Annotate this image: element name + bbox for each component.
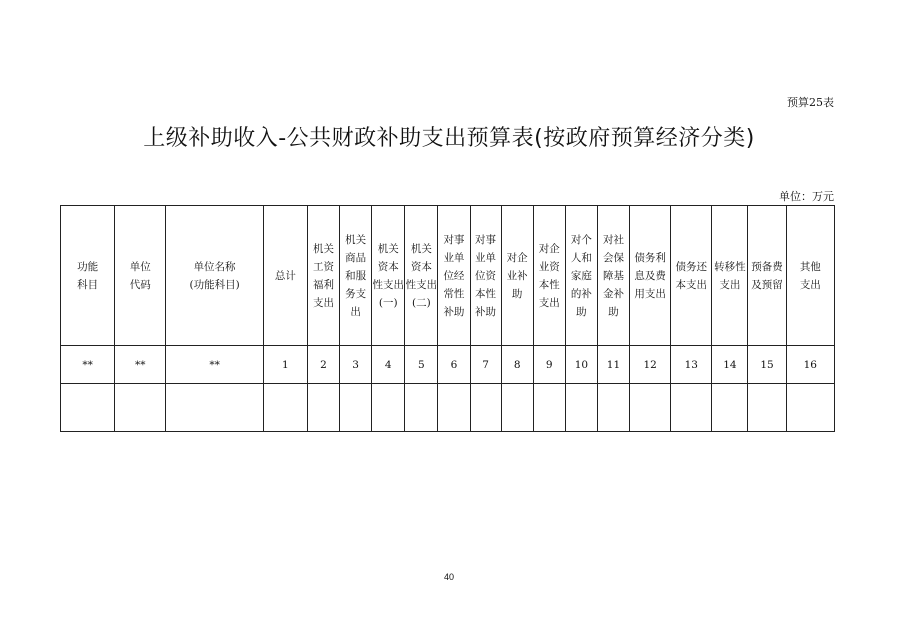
column-header-line: 业补 [506, 269, 528, 282]
column-header-label [130, 258, 151, 294]
unit-label: 单位：万元 [779, 190, 834, 203]
column-header-line: 金补 [602, 287, 624, 300]
column-header-line: 债务利 [634, 251, 666, 264]
column-header-line: 机关 [410, 242, 432, 255]
table-cell [263, 384, 307, 432]
column-header-line: 本支出 [675, 278, 708, 291]
table-cell [786, 384, 834, 432]
column-header-line: 本性 [538, 278, 560, 291]
column-code-cell: 5 [405, 346, 438, 384]
column-header-line: 福利 [312, 278, 334, 291]
column-header [307, 206, 339, 346]
column-header-label [313, 240, 334, 312]
column-header-label [676, 258, 708, 294]
column-header-line: 对企 [506, 251, 528, 264]
column-header-label [372, 240, 404, 312]
column-header [597, 206, 629, 346]
column-header-line: 业资 [538, 260, 560, 273]
column-header-line: 工资 [312, 260, 334, 273]
column-header [786, 206, 834, 346]
column-header-line: 和服 [345, 269, 367, 282]
column-header-label [800, 258, 821, 294]
column-header-line: 科目 [77, 278, 99, 291]
column-header-label [571, 231, 592, 321]
column-header-line: 支出 [312, 296, 334, 309]
column-header-line: 会保 [602, 251, 624, 264]
column-header-line: 预备费 [751, 260, 783, 273]
column-header-line: 出 [350, 305, 361, 318]
column-code-row [61, 346, 835, 384]
table-number: 预算25表 [787, 96, 834, 109]
column-header-label [714, 258, 746, 294]
column-code-cell: 1 [263, 346, 307, 384]
column-header-line: (一) [378, 296, 398, 309]
column-code-cell: 16 [786, 346, 834, 384]
column-header [533, 206, 565, 346]
column-header-line: 务支 [345, 287, 367, 300]
column-header-line: 对事 [475, 233, 497, 246]
table-cell [372, 384, 405, 432]
column-header-line: 补助 [475, 305, 497, 318]
column-header-line: 业单 [475, 251, 497, 264]
column-header-label [634, 249, 666, 303]
column-header-line: 支出 [538, 296, 560, 309]
table-cell [405, 384, 438, 432]
column-header-label [77, 258, 98, 294]
column-code-cell: 10 [565, 346, 597, 384]
column-code-cell: 7 [470, 346, 501, 384]
column-header-line: 补助 [443, 305, 465, 318]
column-header [470, 206, 501, 346]
column-header-label [475, 231, 496, 321]
column-header-line: 总计 [274, 269, 296, 282]
column-code-cell: 4 [372, 346, 405, 384]
budget-table [60, 205, 835, 432]
table-cell [166, 384, 263, 432]
column-code-cell: 3 [340, 346, 372, 384]
column-header-line: 助 [511, 287, 523, 300]
column-header-line: 人和 [570, 251, 592, 264]
column-header [438, 206, 470, 346]
table-cell [597, 384, 629, 432]
column-code-cell: 8 [501, 346, 533, 384]
column-header [263, 206, 307, 346]
column-code-cell: 11 [597, 346, 629, 384]
column-header [748, 206, 786, 346]
column-header-line: 对社 [602, 233, 624, 246]
page-number: 40 [443, 572, 454, 582]
table-cell [470, 384, 501, 432]
column-code-cell: ** [166, 346, 263, 384]
column-code-cell: 9 [533, 346, 565, 384]
table-cell [671, 384, 712, 432]
column-header-line: 性支出 [372, 278, 404, 291]
table-cell [340, 384, 372, 432]
table-cell [438, 384, 470, 432]
column-header-line: 代码 [129, 278, 151, 291]
column-header [501, 206, 533, 346]
column-header-line: (功能科目) [189, 278, 240, 291]
column-header-label [406, 240, 438, 312]
column-header [61, 206, 115, 346]
column-header [372, 206, 405, 346]
column-code-cell: 6 [438, 346, 470, 384]
column-header-label [345, 231, 366, 321]
column-header-line: 资本 [377, 260, 399, 273]
column-header-label [751, 258, 783, 294]
table-cell [533, 384, 565, 432]
column-header-line: 支出 [719, 278, 741, 291]
table-cell [748, 384, 786, 432]
column-header-line: 转移性 [714, 260, 746, 273]
column-header-line: 业单 [443, 251, 465, 264]
column-header [630, 206, 671, 346]
column-header-line: 机关 [345, 233, 367, 246]
table-cell [115, 384, 166, 432]
table-row [61, 384, 835, 432]
column-header-line: 助 [576, 305, 587, 318]
column-header-line: 商品 [345, 251, 367, 264]
column-code-cell: ** [115, 346, 166, 384]
column-header-line: 对企 [538, 242, 560, 255]
table-cell [501, 384, 533, 432]
column-header-line: 性支出 [405, 278, 438, 291]
column-header-line: 的补 [570, 287, 592, 300]
column-header [565, 206, 597, 346]
column-header-label [539, 240, 560, 312]
column-header-line: 息及费 [634, 269, 666, 282]
column-header-line: 家庭 [570, 269, 592, 282]
column-header-line: 位经 [443, 269, 465, 282]
column-header-label [443, 231, 464, 321]
column-header-label [189, 258, 239, 294]
column-header-line: 单位 [129, 260, 151, 273]
column-header-label [507, 249, 528, 303]
column-code-cell: 14 [712, 346, 748, 384]
table-cell [565, 384, 597, 432]
column-code-cell: 13 [671, 346, 712, 384]
column-header [671, 206, 712, 346]
column-header-line: 本性 [475, 287, 497, 300]
column-header-line: 机关 [312, 242, 334, 255]
column-header-label [275, 267, 296, 285]
column-header-line: 障基 [602, 269, 624, 282]
column-header-line: 用支出 [634, 287, 666, 300]
table-cell [307, 384, 339, 432]
page-title: 上级补助收入-公共财政补助支出预算表(按政府预算经济分类) [143, 126, 755, 151]
column-header [340, 206, 372, 346]
column-header-label [603, 231, 624, 321]
column-header-line: 机关 [377, 242, 399, 255]
table-cell [630, 384, 671, 432]
column-header-line: 及预留 [751, 278, 783, 291]
column-header-line: 助 [608, 305, 619, 318]
column-header-line: 常性 [443, 287, 465, 300]
column-header [166, 206, 263, 346]
column-header [115, 206, 166, 346]
column-header-line: 对个 [570, 233, 592, 246]
column-header-line: (二) [411, 296, 431, 309]
column-header-line: 债务还 [675, 260, 708, 273]
column-header [712, 206, 748, 346]
column-header-line: 单位名称 [193, 260, 236, 273]
table-cell [712, 384, 748, 432]
column-code-cell: ** [61, 346, 115, 384]
column-header-line: 支出 [799, 278, 821, 291]
column-header-line: 功能 [77, 260, 99, 273]
table-cell [61, 384, 115, 432]
column-code-cell: 2 [307, 346, 339, 384]
column-header-line: 其他 [799, 260, 821, 273]
header-row [61, 206, 835, 346]
column-header-line: 位资 [475, 269, 497, 282]
column-code-cell: 12 [630, 346, 671, 384]
column-header-line: 对事 [443, 233, 465, 246]
column-code-cell: 15 [748, 346, 786, 384]
column-header-line: 资本 [410, 260, 432, 273]
column-header [405, 206, 438, 346]
